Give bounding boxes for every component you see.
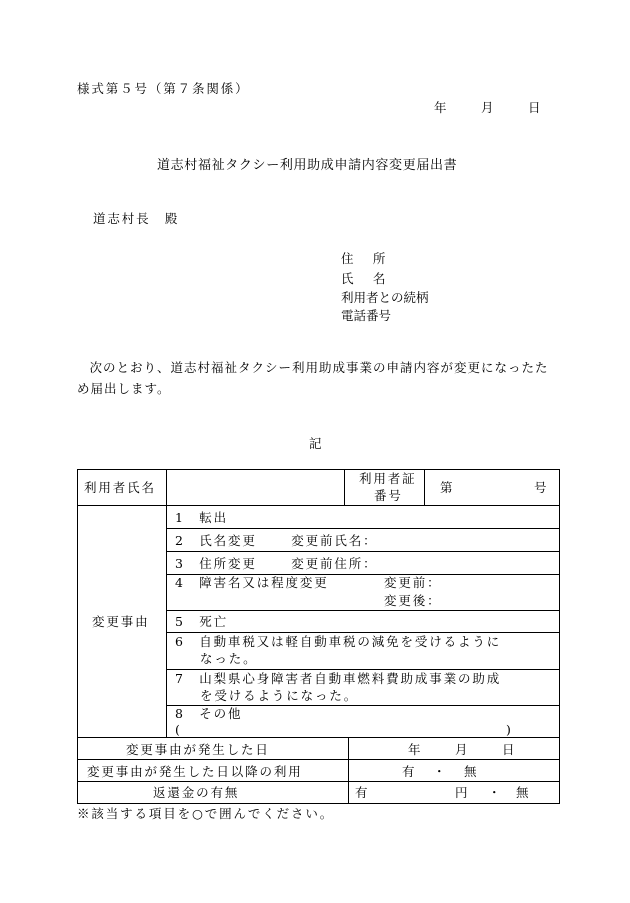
notification-table — [77, 469, 560, 804]
reason-vehicle-tax-line2: なった。 — [200, 651, 258, 666]
user-name-field[interactable] — [166, 470, 344, 505]
reason-move-out[interactable]: 1 転出 — [175, 510, 228, 525]
after-use-no[interactable]: 無 — [464, 764, 477, 779]
reason-address-change[interactable]: 3 住所変更 変更前住所： — [175, 556, 378, 571]
refund-label: 返還金の有無 — [153, 785, 240, 800]
refund-yes[interactable]: 有 — [355, 785, 368, 800]
applicant-phone-label: 電話番号 — [341, 308, 392, 323]
refund-yen: 円 — [455, 785, 468, 800]
cert-number-dai: 第 — [440, 480, 453, 495]
applicant-name-label: 氏名 — [341, 271, 405, 286]
cert-number-label-1: 利用者証 — [359, 471, 417, 486]
reason-other-close-paren: ) — [506, 722, 511, 737]
reason-disability-after: 変更後： — [384, 593, 442, 608]
user-name-label: 利用者氏名 — [84, 480, 156, 495]
occurred-date-label: 変更事由が発生した日 — [126, 742, 270, 757]
reason-fuel-aid-line2: を受けるようになった。 — [200, 688, 359, 703]
reason-other-open-paren: ( — [175, 722, 180, 737]
occurred-day-label: 日 — [502, 742, 515, 757]
form-number: 様式第５号（第７条関係） — [77, 81, 250, 96]
record-heading: 記 — [309, 436, 322, 451]
after-use-label: 変更事由が発生した日以降の利用 — [87, 764, 303, 779]
reason-other[interactable]: 8 その他 — [175, 706, 243, 721]
reason-disability-before: 変更前： — [384, 575, 442, 590]
date-day-label: 日 — [528, 100, 541, 115]
occurred-year-label: 年 — [408, 742, 421, 757]
after-use-yes[interactable]: 有 — [402, 764, 415, 779]
reason-death[interactable]: 5 死亡 — [175, 614, 228, 629]
cert-number-label-2: 番号 — [374, 488, 403, 503]
addressee: 道志村長 殿 — [93, 211, 180, 226]
cert-number-go: 号 — [534, 480, 547, 495]
reason-disability-change[interactable]: 4 障害名又は程度変更 — [175, 575, 329, 590]
applicant-relation-label: 利用者との続柄 — [341, 290, 429, 305]
reason-fuel-aid-line1[interactable]: 7 山梨県心身障害者自動車燃料費助成事業の助成 — [175, 671, 502, 686]
date-month-label: 月 — [481, 100, 494, 115]
body-paragraph: 次のとおり、道志村福祉タクシー利用助成事業の申請内容が変更になったため届出します。 — [77, 360, 549, 396]
reason-vehicle-tax-line1[interactable]: 6 自動車税又は軽自動車税の減免を受けるように — [175, 634, 502, 649]
occurred-month-label: 月 — [455, 742, 468, 757]
date-year-label: 年 — [434, 100, 447, 115]
reason-name-change[interactable]: 2 氏名変更 変更前氏名： — [175, 533, 378, 548]
after-use-dot: ・ — [433, 764, 446, 779]
refund-no[interactable]: 無 — [516, 785, 529, 800]
change-reason-label: 変更事由 — [92, 614, 150, 629]
refund-dot: ・ — [488, 785, 501, 800]
applicant-address-label: 住所 — [341, 251, 405, 266]
document-title: 道志村福祉タクシー利用助成申請内容変更届出書 — [157, 158, 458, 173]
footnote: ※該当する項目を○で囲んでください。 — [77, 806, 335, 821]
